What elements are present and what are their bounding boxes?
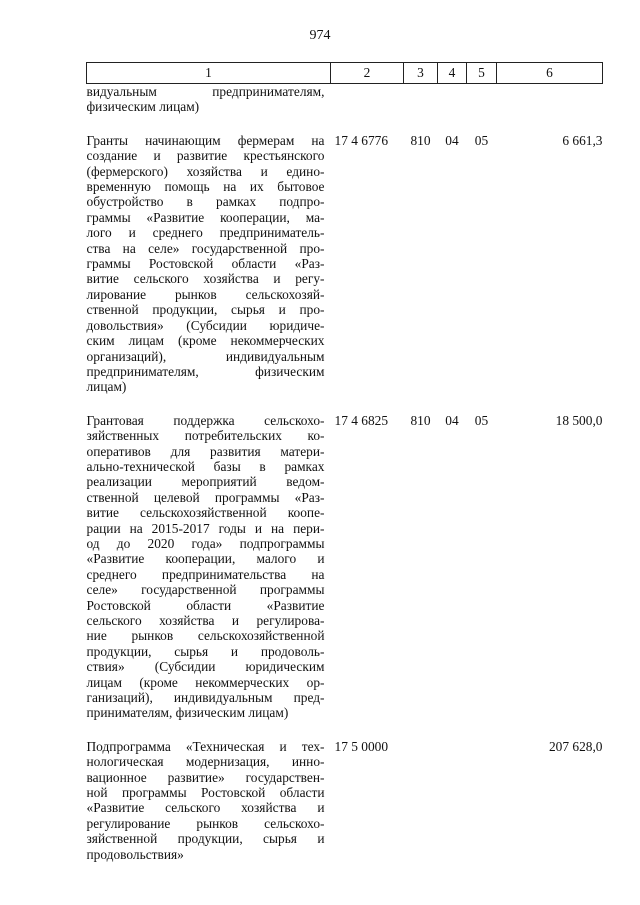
row-name-line: обустройство в рамках подпро- — [86, 194, 325, 210]
row-name — [87, 413, 331, 721]
row-spacer — [87, 721, 603, 739]
table-row — [87, 133, 603, 395]
row-pr — [467, 739, 497, 862]
header-row — [87, 63, 603, 84]
row-pr — [467, 84, 497, 115]
row-name-line: лицам (кроме некоммерческих ор- — [86, 674, 325, 690]
row-ved — [404, 739, 438, 862]
row-name-line: нологическая модернизация, инно- — [86, 754, 325, 770]
row-name-line: ной программы Ростовской области — [86, 785, 325, 801]
budget-table — [86, 62, 603, 862]
row-ved: 810 — [410, 412, 431, 428]
header-amount: 6 — [497, 63, 603, 84]
header-ved: 3 — [404, 63, 438, 84]
row-name-line: продукции, сырья и продоволь- — [86, 643, 325, 659]
row-name-line: (фермерского) хозяйства и едино- — [86, 163, 325, 179]
row-name-line: лого и среднего предприниматель- — [86, 225, 325, 241]
table-row — [87, 739, 603, 862]
row-name-line: Гранты начинающим фермерам на — [86, 132, 325, 148]
row-name-line: реализации мероприятий ведом- — [86, 474, 325, 490]
row-name-line: вационное развитие» государствен- — [86, 769, 325, 785]
row-name-line: лирование рынков сельскохозяй- — [86, 286, 325, 302]
row-name-line: ским лицам (кроме некоммерческих — [86, 333, 325, 349]
header-pr: 5 — [467, 63, 497, 84]
row-spacer — [87, 115, 603, 133]
row-name-line: зяйственных потребительских ко- — [86, 428, 325, 444]
row-name-line: видуальным предпринимателям, — [86, 84, 325, 99]
header-rz: 4 — [438, 63, 467, 84]
row-name-line: сельского хозяйства и регулирова- — [86, 613, 325, 628]
row-name-line: «Развитие сельского хозяйства и — [86, 800, 325, 816]
row-name-line: граммы Ростовской области «Раз- — [86, 256, 325, 272]
row-name-line: Грантовая поддержка сельскохо- — [86, 412, 325, 428]
row-name-line: ние рынков сельскохозяйственной — [86, 628, 325, 644]
row-name-line: граммы «Развитие кооперации, ма- — [86, 209, 325, 225]
row-rz — [438, 739, 467, 862]
row-name-line: од до 2020 года» подпрограммы — [86, 535, 325, 551]
row-code: 17 4 6776 — [334, 132, 389, 148]
row-amount — [497, 84, 603, 115]
row-ved — [404, 84, 438, 115]
row-name-line: ственной продукции, сырья и про- — [86, 302, 325, 318]
page-number: 974 — [309, 28, 331, 43]
row-name-line: Подпрограмма «Техническая и тех- — [86, 738, 325, 754]
row-name-line: регулирование рынков сельскохо- — [86, 815, 325, 831]
row-name-line: довольствия» (Субсидии юридиче- — [86, 317, 325, 333]
row-name-line: физическим лицам) — [86, 99, 200, 115]
row-name — [87, 739, 331, 862]
row-spacer-cell — [87, 115, 603, 133]
row-pr: 05 — [474, 412, 489, 428]
row-name-line: принимателям, физическим лицам) — [86, 705, 289, 721]
row-name-line: витие сельскохозяйственной коопе- — [86, 505, 325, 521]
row-ved: 810 — [410, 132, 431, 148]
row-name-line: ства на селе» государственной про- — [86, 240, 325, 256]
row-rz: 04 — [445, 132, 459, 148]
row-name-line: предпринимателям, физическим — [86, 363, 325, 379]
row-spacer-cell — [87, 721, 603, 739]
table-row — [87, 84, 603, 115]
row-pr: 05 — [474, 132, 489, 148]
row-name — [87, 84, 331, 115]
row-code: 17 4 6825 — [334, 412, 389, 428]
row-name-line: создание и развитие крестьянского — [86, 148, 325, 164]
row-code — [331, 84, 404, 115]
row-rz: 04 — [445, 412, 459, 428]
row-name-line: ственной целевой программы «Раз- — [86, 489, 325, 505]
row-name-line: «Развитие кооперации, малого и — [86, 551, 325, 567]
row-name-line: ально-технической базы в рамках — [86, 458, 325, 474]
row-name-line: оперативов для развития матери- — [86, 443, 325, 459]
row-name-line: временную помощь на их бытовое — [86, 179, 325, 195]
row-name-line: среднего предпринимательства на — [86, 566, 325, 582]
row-name-line: витие сельского хозяйства и регу- — [86, 271, 325, 287]
row-name-line: Ростовской области «Развитие — [86, 597, 325, 613]
row-name-line: ганизаций), индивидуальным пред- — [86, 690, 325, 706]
row-name-line: продовольствия» — [86, 846, 184, 862]
row-name — [87, 133, 331, 395]
row-name-line: селе» государственной программы — [86, 582, 325, 598]
row-name-line: зяйственной продукции, сырья и — [86, 831, 325, 847]
header-code: 2 — [331, 63, 404, 84]
row-name-line: лицам) — [86, 379, 127, 395]
row-rz — [438, 84, 467, 115]
header-name: 1 — [87, 63, 331, 84]
row-amount: 18 500,0 — [555, 412, 603, 428]
table-row — [87, 413, 603, 721]
row-amount: 6 661,3 — [562, 132, 603, 148]
row-spacer-cell — [87, 395, 603, 413]
row-code: 17 5 0000 — [334, 738, 389, 754]
row-name-line: ствия» (Субсидии юридическим — [86, 659, 325, 675]
row-name-line: организаций), индивидуальным — [86, 348, 325, 364]
table-body — [87, 84, 603, 863]
row-spacer — [87, 395, 603, 413]
row-amount: 207 628,0 — [548, 738, 603, 754]
row-name-line: рации на 2015-2017 годы и на пери- — [86, 520, 325, 536]
